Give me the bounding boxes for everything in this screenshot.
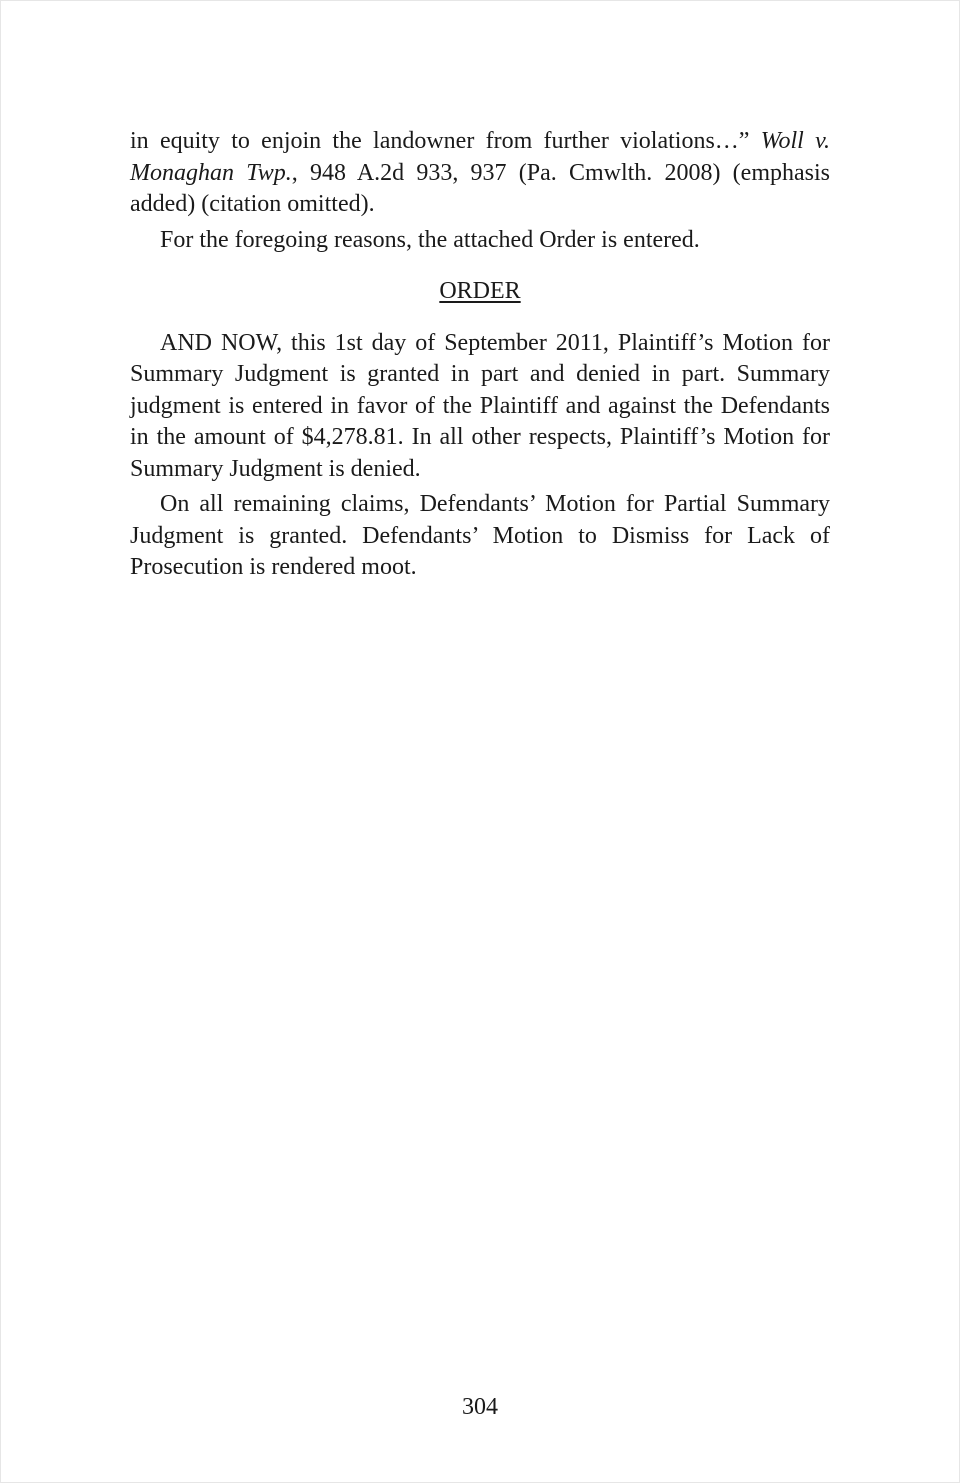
paragraph-citation: [130, 126, 830, 221]
order-heading: ORDER: [439, 278, 521, 304]
paragraph-conclusion: For the foregoing reasons, the attached Order is entered.: [160, 226, 700, 253]
citation-reference: , 948 A.2d 933, 937 (Pa. Cmwlth. 2008) (emphasis added) (citation omitted).: [130, 159, 830, 217]
paragraph-remaining-claims: On all remaining claims, Defendants’ Motion for Partial Summary Judgment is granted. Defendants’ Motion to Dismiss for Lack of Prosecution is rendered moot.: [130, 491, 830, 580]
paragraph-order: AND NOW, this 1st day of September 2011, Plaintiff’s Motion for Summary Judgment is granted in part and denied in part. Summary judgment is entered in favor of the Plaintiff and against the Defendants in the amount of $4,278.81. In all other respects, Plaintiff’s Motion for Summary Judgment is denied.: [130, 329, 830, 482]
citation-lead-text: in equity to enjoin the landowner from further violations…”: [130, 128, 761, 154]
page-body: [130, 126, 830, 584]
order-heading-wrap: [130, 276, 830, 308]
case-name: Woll v. Monaghan Twp.: [130, 128, 830, 186]
page-number: 304: [462, 1394, 498, 1420]
